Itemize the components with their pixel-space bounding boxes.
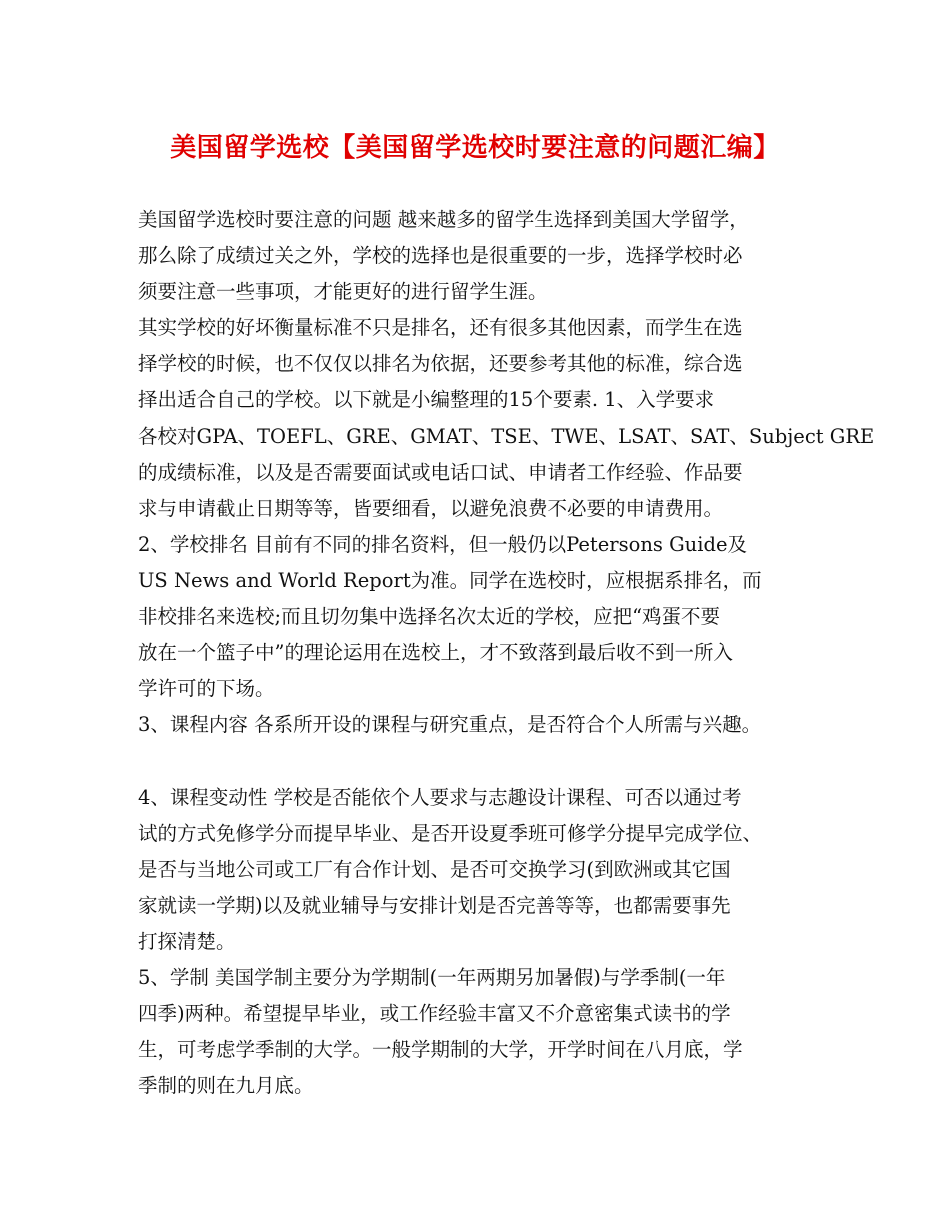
text-line: 的成绩标准，以及是否需要面试或电话口试、申请者工作经验、作品要	[138, 460, 743, 484]
text-line: 择出适合自己的学校。以下就是小编整理的15个要素. 1、入学要求	[138, 388, 715, 412]
text-line: 四季)两种。希望提早毕业，或工作经验丰富又不介意密集式读书的学	[138, 1002, 731, 1026]
text-line: 非校排名来选校;而且切勿集中选择名次太近的学校，应把“鸡蛋不要	[138, 605, 721, 629]
text-line: 打探清楚。	[138, 929, 236, 953]
text-line: 家就读一学期)以及就业辅导与安排计划是否完善等等，也都需要事先	[138, 893, 731, 917]
document-body	[138, 202, 875, 1104]
blank-line	[138, 743, 828, 779]
text-line: 择学校的时候，也不仅仅以排名为依据，还要参考其他的标准，综合选	[138, 352, 743, 376]
text-line: 试的方式免修学分而提早毕业、是否开设夏季班可修学分提早完成学位、	[138, 821, 763, 845]
text-line: 是否与当地公司或工厂有合作计划、是否可交换学习(到欧洲或其它国	[138, 857, 731, 881]
text-line: 须要注意一些事项，才能更好的进行留学生涯。	[138, 280, 548, 304]
text-line: 4、课程变动性 学校是否能依个人要求与志趣设计课程、可否以通过考	[138, 785, 742, 809]
text-line: 生，可考虑学季制的大学。一般学期制的大学，开学时间在八月底，学	[138, 1038, 743, 1062]
text-line: 各校对GPA、TOEFL、GRE、GMAT、TSE、TWE、LSAT、SAT、Subject GRE	[138, 424, 875, 448]
text-line: 5、学制 美国学制主要分为学期制(一年两期另加暑假)与学季制(一年	[138, 965, 726, 989]
text-line: 美国留学选校时要注意的问题 越来越多的留学生选择到美国大学留学，	[138, 208, 749, 231]
document-title: 美国留学选校【美国留学选校时要注意的问题汇编】	[170, 133, 780, 163]
text-line: 放在一个篮子中”的理论运用在选校上，才不致落到最后收不到一所入	[138, 641, 733, 665]
text-line: US News and World Report为准。同学在选校时，应根据系排名，而	[138, 568, 762, 592]
text-line: 其实学校的好坏衡量标准不只是排名，还有很多其他因素，而学生在选	[138, 316, 743, 340]
text-line: 2、学校排名 目前有不同的排名资料，但一般仍以Petersons Guide及	[138, 532, 747, 556]
text-line: 3、课程内容 各系所开设的课程与研究重点，是否符合个人所需与兴趣。	[138, 713, 762, 737]
text-line: 学许可的下场。	[138, 677, 275, 701]
text-line: 求与申请截止日期等等，皆要细看，以避免浪费不必要的申请费用。	[138, 496, 724, 520]
text-line: 季制的则在九月底。	[138, 1074, 314, 1098]
text-line: 那么除了成绩过关之外，学校的选择也是很重要的一步，选择学校时必	[138, 244, 743, 268]
